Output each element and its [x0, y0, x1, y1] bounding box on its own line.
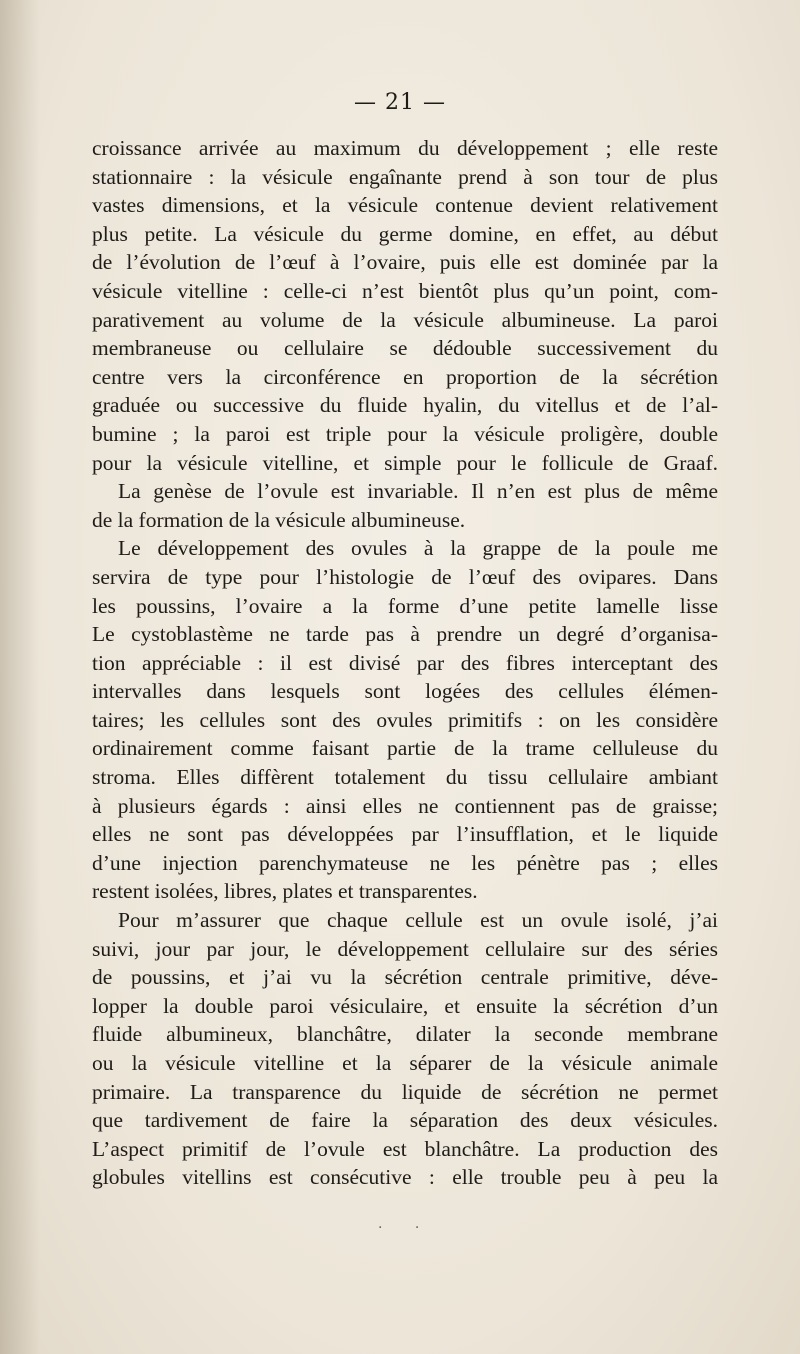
text-line: centre vers la circonférence en proportion de la sécrétion — [92, 364, 718, 389]
text-line: suivi, jour par jour, le développement cellulaire sur des séries — [92, 936, 718, 961]
text-line: Le développement des ovules à la grappe de la poule me — [118, 536, 718, 561]
text-line: restent isolées, libres, plates et transparentes. — [92, 879, 478, 904]
body-text — [92, 134, 718, 1192]
text-line: tion appréciable : il est divisé par des fibres interceptant des — [92, 650, 718, 675]
text-line: Pour m’assurer que chaque cellule est un ovule isolé, j’ai — [118, 908, 718, 933]
text-line: lopper la double paroi vésiculaire, et ensuite la sécrétion d’un — [92, 993, 718, 1018]
text-line: de la formation de la vésicule albumineuse. — [92, 507, 466, 532]
text-line: parativement au volume de la vésicule albumineuse. La paroi — [92, 307, 718, 332]
text-line: graduée ou successive du fluide hyalin, du vitellus et de l’al- — [92, 393, 718, 418]
text-line: intervalles dans lesquels sont logées des cellules élémen- — [92, 679, 718, 704]
text-line: vésicule vitelline : celle-ci n’est bientôt plus qu’un point, com- — [92, 278, 718, 303]
text-line: elles ne sont pas développées par l’insufflation, et le liquide — [92, 822, 718, 847]
text-line: bumine ; la paroi est triple pour la vésicule proligère, double — [92, 421, 718, 446]
text-line: d’une injection parenchymateuse ne les pénètre pas ; elles — [92, 850, 718, 875]
text-line: La genèse de l’ovule est invariable. Il n’en est plus de même — [118, 479, 718, 504]
text-line: stroma. Elles diffèrent totalement du tissu cellulaire ambiant — [92, 765, 718, 790]
printer-marks: · · — [378, 1220, 434, 1236]
text-line: ou la vésicule vitelline et la séparer de la vésicule animale — [92, 1051, 718, 1075]
text-line: globules vitellins est consécutive : elle trouble peu à peu la — [92, 1165, 718, 1190]
text-line: taires; les cellules sont des ovules primitifs : on les considère — [92, 707, 718, 732]
text-line: plus petite. La vésicule du germe domine, en effet, au début — [92, 221, 718, 246]
text-line: L’aspect primitif de l’ovule est blanchâtre. La production des — [92, 1136, 718, 1161]
text-line: les poussins, l’ovaire a la forme d’une petite lamelle lisse — [92, 593, 718, 618]
text-line: primaire. La transparence du liquide de sécrétion ne permet — [92, 1079, 718, 1104]
text-line: vastes dimensions, et la vésicule contenue devient relativement — [92, 193, 718, 218]
text-line: croissance arrivée au maximum du développement ; elle reste — [92, 136, 718, 160]
text-line: de poussins, et j’ai vu la sécrétion centrale primitive, déve- — [92, 965, 718, 990]
text-line: servira de type pour l’histologie de l’œuf des ovipares. Dans — [92, 564, 718, 589]
text-line: membraneuse ou cellulaire se dédouble successivement du — [92, 336, 718, 361]
text-line: Le cystoblastème ne tarde pas à prendre un degré d’organisa- — [92, 622, 718, 647]
page-number: — 21 — — [354, 90, 446, 115]
text-line: stationnaire : la vésicule engaînante prend à son tour de plus — [92, 164, 718, 189]
text-line: fluide albumineux, blanchâtre, dilater la seconde membrane — [92, 1022, 718, 1047]
text-line: à plusieurs égards : ainsi elles ne contiennent pas de graisse; — [92, 793, 718, 818]
text-line: de l’évolution de l’œuf à l’ovaire, puis elle est dominée par la — [92, 250, 718, 275]
text-line: que tardivement de faire la séparation des deux vésicules. — [92, 1108, 718, 1133]
page-edge-shadow — [0, 0, 40, 1354]
text-line: pour la vésicule vitelline, et simple pour le follicule de Graaf. — [92, 450, 718, 475]
text-line: ordinairement comme faisant partie de la trame celluleuse du — [92, 736, 718, 761]
